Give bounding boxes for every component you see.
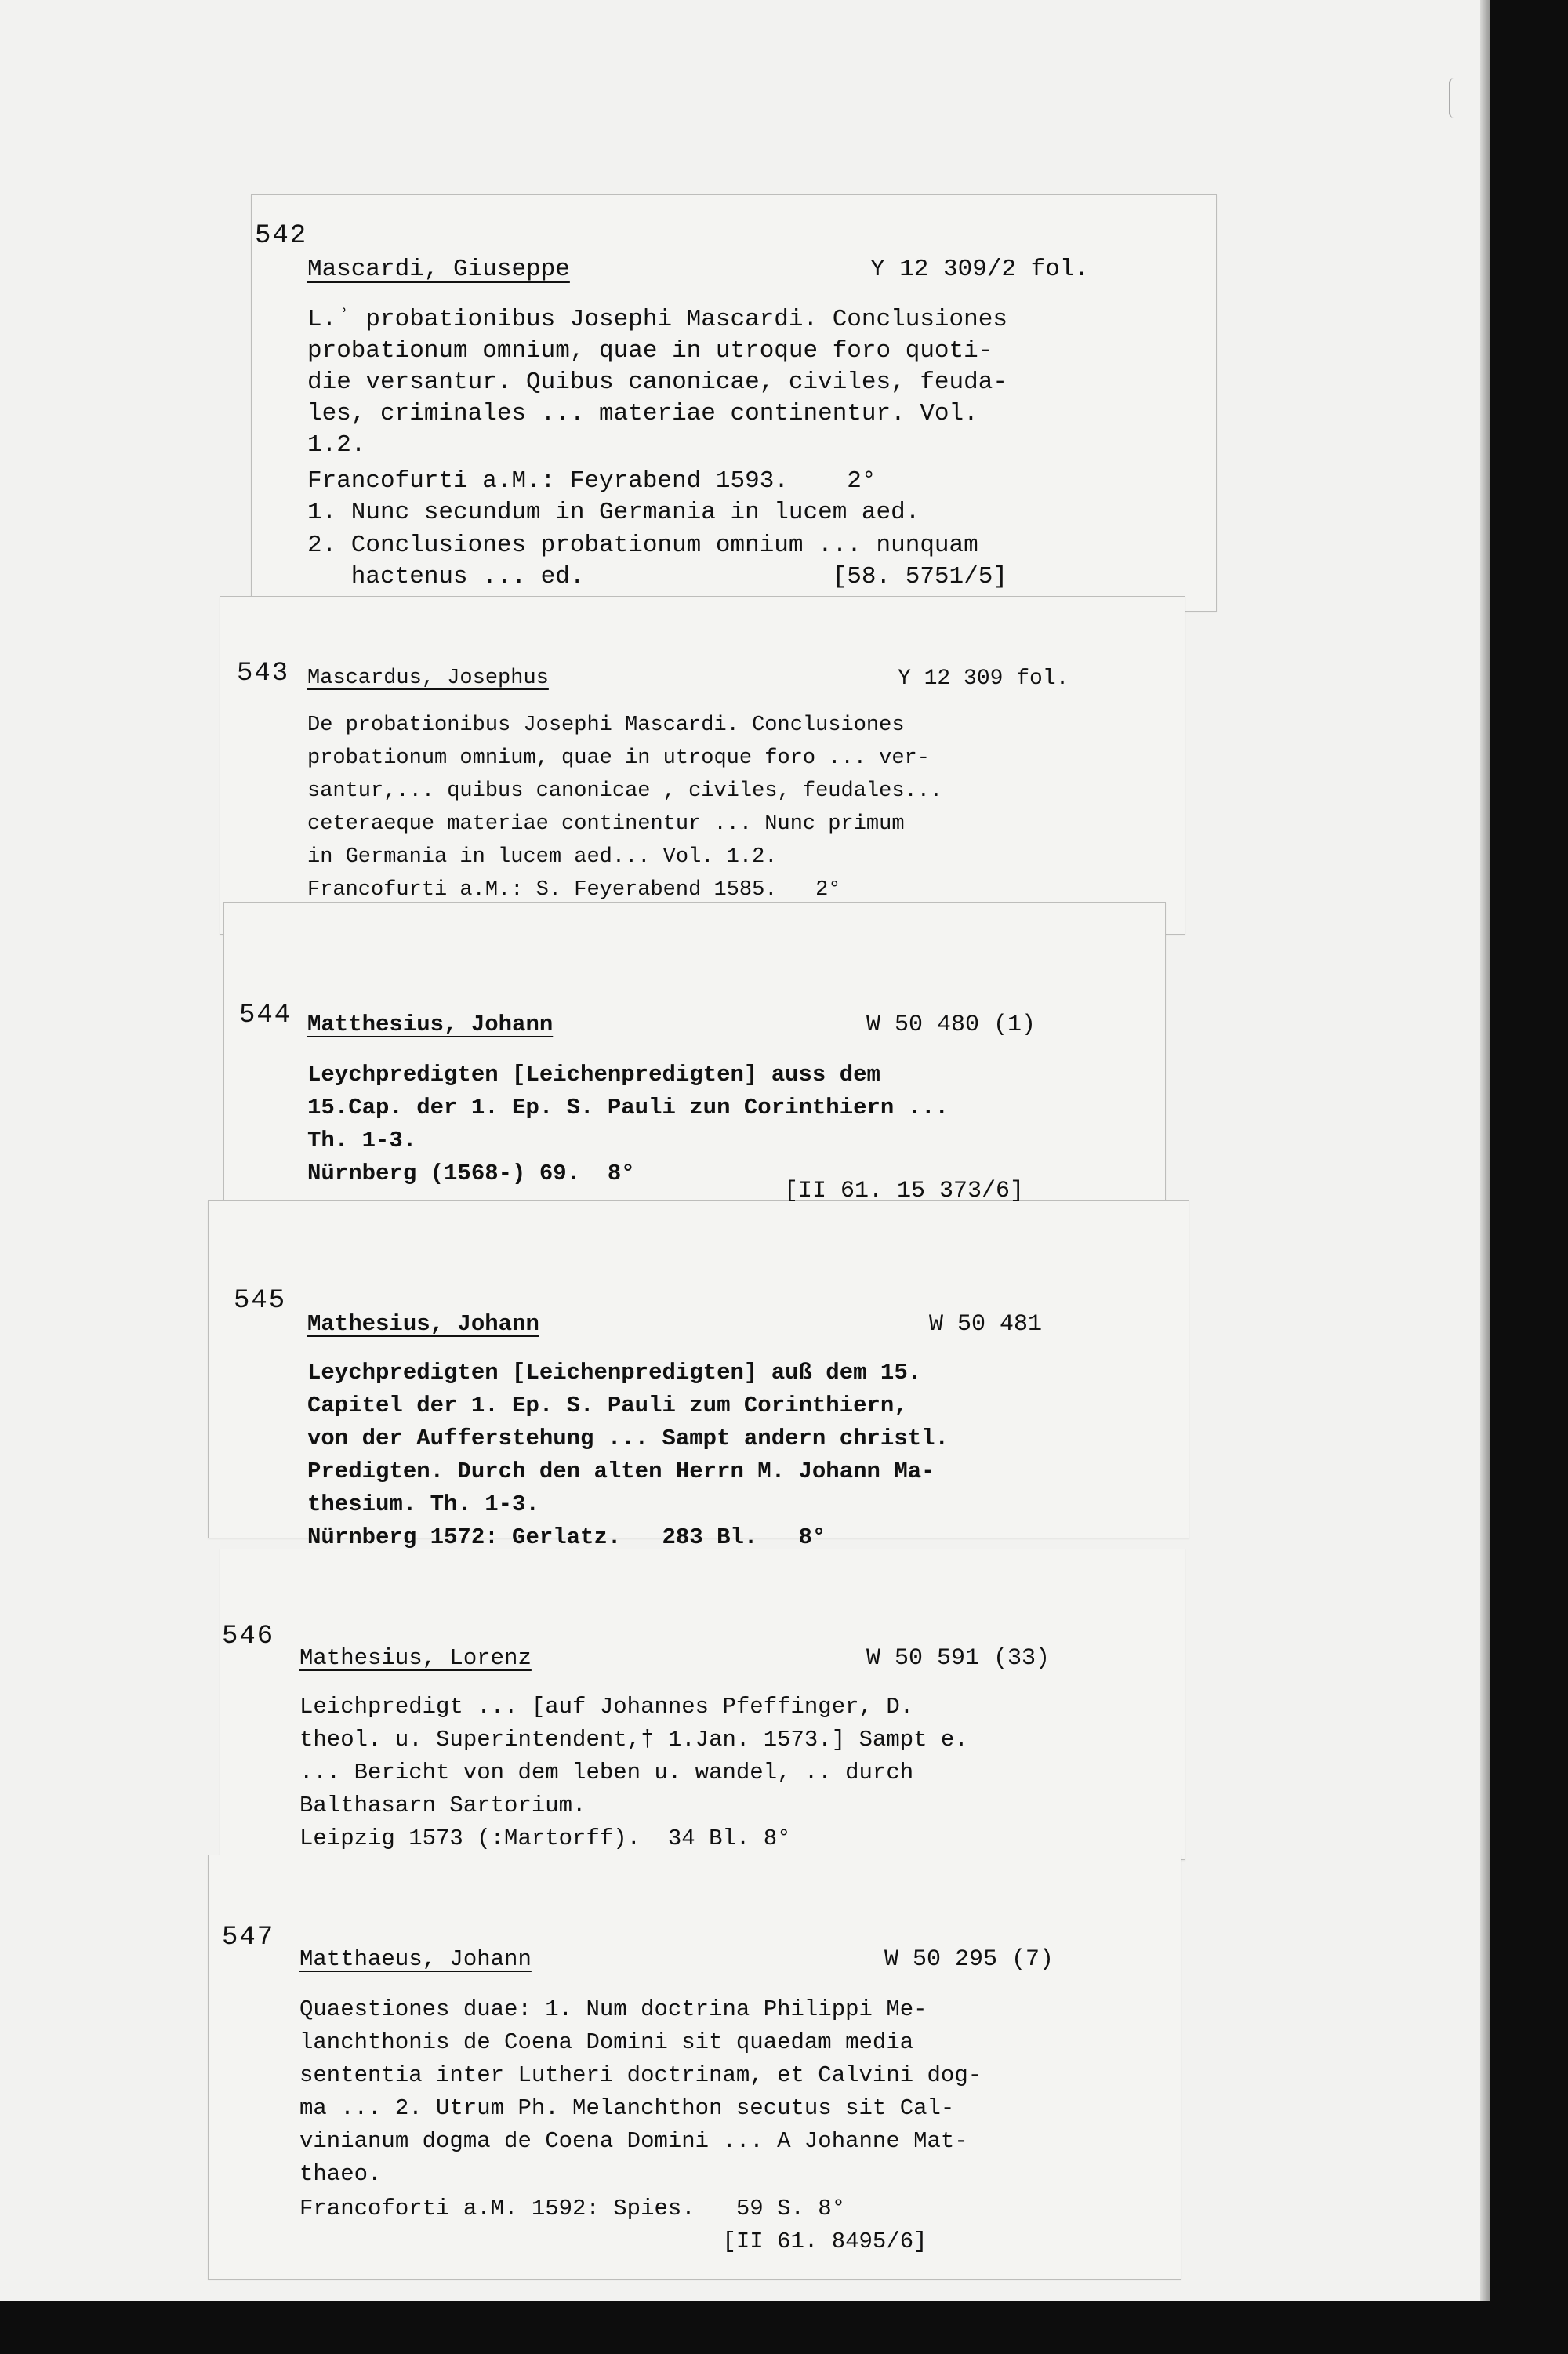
card-line: vinianum dogma de Coena Domini ... A Johanne Mat- [299,2128,968,2154]
card-line: 15.Cap. der 1. Ep. S. Pauli zun Corinthiern ... [307,1095,949,1121]
card-line: probationum omnium, quae in utroque foro ... ver- [307,747,930,770]
card-line: probationum omnium, quae in utroque foro quoti- [307,337,993,365]
card-line: 2. Conclusiones probationum omnium ... nunquam [307,532,978,559]
card-line: Francofurti a.M.: Feyrabend 1593. 2° [307,467,877,495]
card-line: 1. Nunc secundum in Germania in lucem aed. [307,499,920,526]
card-line: ceteraeque materiae continentur ... Nunc primum [307,812,905,836]
card-line: ma ... 2. Utrum Ph. Melanchthon secutus sit Cal- [299,2095,955,2121]
card-line: thesium. Th. 1-3. [307,1491,539,1517]
card-line: Leipzig 1573 (:Martorff). 34 Bl. 8° [299,1825,791,1851]
card-heading: Mathesius, Johann [307,1311,539,1337]
card-heading: Mathesius, Lorenz [299,1645,532,1671]
card-number: 545 [234,1286,287,1316]
card-number: 544 [239,1001,292,1030]
card-line: Capitel der 1. Ep. S. Pauli zum Corinthiern, [307,1393,908,1419]
card-line: ... Bericht von dem leben u. wandel, .. durch [299,1760,914,1785]
card-line: Leichpredigt ... [auf Johannes Pfeffinger, D. [299,1694,914,1720]
card-line: lanchthonis de Coena Domini sit quaedam media [299,2029,914,2055]
card-line: thaeo. [299,2161,382,2187]
card-line: les, criminales ... materiae continentur. Vol. [307,400,978,427]
card-heading: Matthaeus, Johann [299,1946,532,1972]
card-line: in Germania in lucem aed... Vol. 1.2. [307,845,778,869]
card-line: hactenus ... ed. [58. 5751/5] [307,563,1007,590]
card-heading: Mascardus, Josephus [307,667,549,690]
card-number: 542 [255,221,308,251]
card-line: 1.2. [307,431,366,459]
card-line: santur,... quibus canonicae , civiles, feudales... [307,779,943,803]
catalog-card-544 [223,902,1166,1201]
card-line: sententia inter Lutheri doctrinam, et Calvini dog- [299,2062,982,2088]
card-line: Quaestiones duae: 1. Num doctrina Philippi Me- [299,1996,927,2022]
shelfmark: W 50 480 (1) [866,1012,1036,1038]
shelfmark: Y 12 309/2 fol. [870,256,1090,283]
card-line: theol. u. Superintendent,† 1.Jan. 1573.] Sampt e. [299,1727,968,1753]
card-heading: Mascardi, Giuseppe [307,256,570,283]
card-line: von der Aufferstehung ... Sampt andern christl. [307,1426,949,1451]
page-edge [1480,0,1490,2301]
card-line: die versantur. Quibus canonicae, civiles, feuda- [307,369,1007,396]
card-line: [II 61. 8495/6] [299,2229,927,2254]
card-line: Nürnberg 1572: Gerlatz. 283 Bl. 8° [307,1524,826,1550]
card-line: Francoforti a.M. 1592: Spies. 59 S. 8° [299,2196,846,2221]
card-number: 547 [222,1923,275,1953]
card-line: L.ʾ probationibus Josephi Mascardi. Conclusiones [307,306,1007,333]
shelfmark: W 50 295 (7) [884,1946,1054,1973]
card-heading: Matthesius, Johann [307,1012,554,1037]
shelfmark: Y 12 309 fol. [898,667,1069,691]
card-number: 543 [237,659,290,688]
shelfmark: W 50 481 [929,1311,1043,1338]
card-line: Predigten. Durch den alten Herrn M. Johann Ma- [307,1459,935,1484]
card-line: Leychpredigten [Leichenpredigten] auss dem [307,1062,880,1088]
card-line: Th. 1-3. [307,1128,417,1153]
card-line: De probationibus Josephi Mascardi. Conclusiones [307,714,905,737]
shelfmark: W 50 591 (33) [866,1645,1051,1672]
card-line: Balthasarn Sartorium. [299,1793,586,1818]
card-number: 546 [222,1622,275,1651]
card-line: Francofurti a.M.: S. Feyerabend 1585. 2° [307,878,841,902]
card-line: Leychpredigten [Leichenpredigten] auß dem 15. [307,1360,922,1386]
corner-mark [1449,78,1458,118]
shelfmark-secondary: [II 61. 15 373/6] [784,1178,1025,1204]
card-line: Nürnberg (1568-) 69. 8° [307,1161,635,1186]
